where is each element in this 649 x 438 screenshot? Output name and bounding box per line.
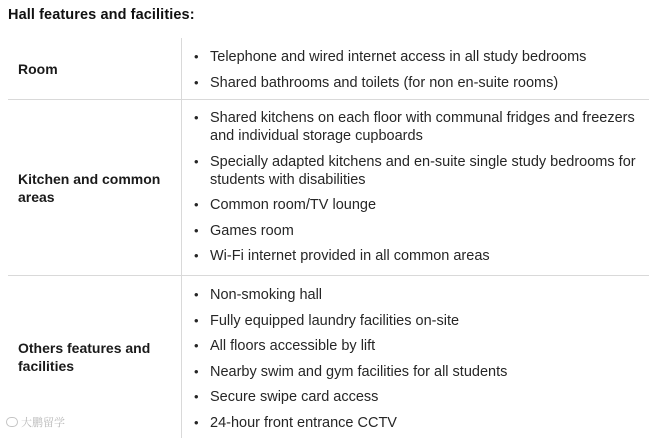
list-item <box>192 414 639 432</box>
bullet-icon: • <box>194 248 199 263</box>
list-item-text: 24-hour front entrance CCTV <box>210 414 397 431</box>
bullet-icon: • <box>194 338 199 353</box>
list-item-text: Specially adapted kitchens and en-suite single study bedrooms for students with disabilities <box>210 153 636 188</box>
bullet-icon: • <box>194 153 199 169</box>
bullet-icon: • <box>194 74 199 90</box>
list-item <box>192 312 639 330</box>
bullet-icon: • <box>194 197 199 212</box>
row-label-kitchen: Kitchen and common areas <box>8 100 182 275</box>
table-row-room <box>8 38 649 100</box>
list-item <box>192 247 639 265</box>
list-item <box>192 109 639 145</box>
list-item <box>192 388 639 406</box>
list-item-text: Wi-Fi internet provided in all common areas <box>210 248 490 264</box>
row-label-others: Others features and facilities <box>8 276 182 438</box>
list-item-text: Common room/TV lounge <box>210 197 377 213</box>
list-item-text: All floors accessible by lift <box>210 338 376 354</box>
watermark <box>6 414 65 430</box>
features-table <box>8 38 649 438</box>
bullet-icon: • <box>194 389 199 404</box>
bullet-icon: • <box>194 49 199 64</box>
page-title: Hall features and facilities: <box>8 7 195 23</box>
list-item-text: Games room <box>210 222 294 239</box>
list-item <box>192 74 639 92</box>
list-item-text: Fully equipped laundry facilities on-site <box>210 312 460 329</box>
list-item <box>192 286 639 304</box>
bullet-icon: • <box>194 110 199 125</box>
row-items-kitchen <box>182 100 649 275</box>
list-item <box>192 222 639 240</box>
list-item-text: Shared kitchens on each floor with communal fridges and freezers and individual storage cupboards <box>210 110 635 144</box>
list-item-text: Telephone and wired internet access in all study bedrooms <box>210 49 587 65</box>
list-item <box>192 48 639 66</box>
bullet-icon: • <box>194 363 199 379</box>
list-item-text: Nearby swim and gym facilities for all students <box>210 363 508 380</box>
list-item <box>192 363 639 381</box>
bullet-icon: • <box>194 287 199 302</box>
row-items-others <box>182 276 649 438</box>
list-item-text: Secure swipe card access <box>210 389 379 405</box>
table-row-kitchen <box>8 100 649 276</box>
row-label-room: Room <box>8 38 182 99</box>
watermark-logo-icon <box>6 417 18 427</box>
list-item-text: Non-smoking hall <box>210 287 323 303</box>
bullet-icon: • <box>194 312 199 328</box>
list-item <box>192 337 639 355</box>
list-item-text: Shared bathrooms and toilets (for non en-suite rooms) <box>210 74 559 91</box>
list-item <box>192 153 639 189</box>
bullet-icon: • <box>194 414 199 430</box>
row-items-room <box>182 38 649 99</box>
table-row-others <box>8 276 649 438</box>
list-item <box>192 196 639 214</box>
watermark-text: 大鹏留学 <box>21 417 65 429</box>
bullet-icon: • <box>194 222 199 238</box>
